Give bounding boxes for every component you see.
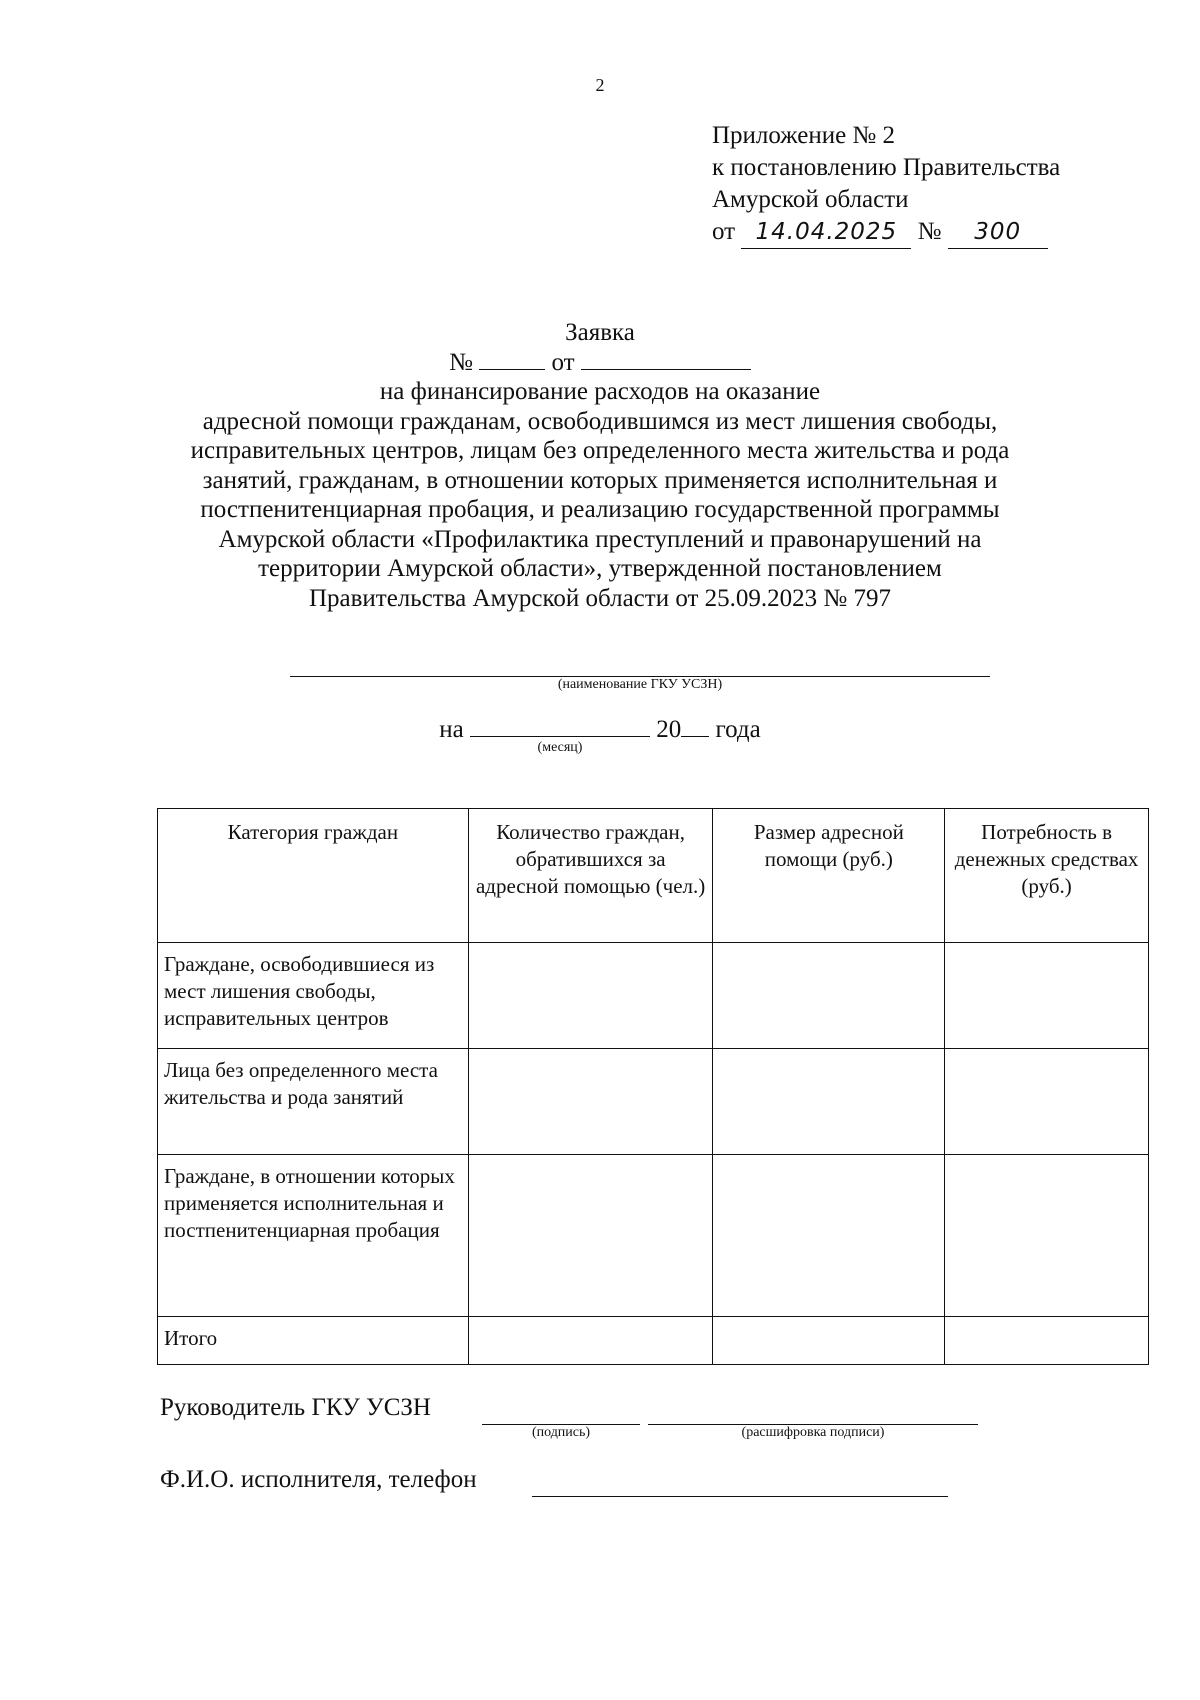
table-row	[158, 1049, 1149, 1155]
title-line-7: территории Амурской области», утвержденной постановлением	[258, 555, 942, 582]
title-line-2: адресной помощи гражданам, освободившимся из мест лишения свободы,	[202, 407, 998, 435]
header-category: Категория граждан	[158, 809, 469, 943]
executor-blank[interactable]	[532, 1496, 948, 1497]
request-number-line	[0, 348, 1200, 378]
cell-count[interactable]	[468, 943, 713, 1049]
title-line-6: Амурской области «Профилактика преступлений и правонарушений на	[218, 525, 982, 553]
year-suffix: года	[715, 716, 761, 743]
cell-need[interactable]	[945, 1049, 1149, 1155]
signature-caption: (подпись)	[531, 1425, 591, 1440]
row-category: Граждане, освободившиеся из мест лишения свободы, исправительных центров	[158, 943, 469, 1049]
cell-need[interactable]	[945, 943, 1149, 1049]
title-line-1: на финансирование расходов на оказание	[379, 378, 821, 405]
cell-aid-amount[interactable]	[713, 1049, 945, 1155]
title-line-3: исправительных центров, лицам без определенного места жительства и рода	[190, 437, 1010, 464]
appendix-line-3: Амурской области	[712, 186, 909, 213]
request-title-block	[0, 318, 1200, 613]
handwritten-date: 14.04.2025	[741, 216, 911, 249]
table-header-row	[158, 809, 1149, 943]
cell-count[interactable]	[468, 1155, 713, 1317]
table-row	[158, 1155, 1149, 1317]
request-table	[157, 808, 1149, 1365]
period-on-label: на	[439, 716, 464, 743]
table-row	[158, 943, 1149, 1049]
signature-decode-caption: (расшифровка подписи)	[741, 1425, 885, 1440]
table-total-row	[158, 1317, 1149, 1365]
appendix-line-2: к постановлению Правительства	[712, 154, 1061, 181]
cell-need[interactable]	[945, 1155, 1149, 1317]
row-category-total: Итого	[158, 1317, 469, 1365]
year-prefix: 20	[656, 716, 682, 743]
title-line-8: Правительства Амурской области от 25.09.2023 № 797	[308, 584, 892, 612]
row-category: Граждане, в отношении которых применяется исполнительная и постпенитенциарная пробация	[158, 1155, 469, 1317]
year-blank[interactable]	[681, 716, 709, 737]
cell-aid-amount[interactable]	[713, 943, 945, 1049]
month-blank[interactable]	[470, 712, 650, 755]
organization-caption: (наименование ГКУ УСЗН)	[557, 677, 723, 692]
appendix-block	[712, 120, 1060, 249]
head-label: Руководитель ГКУ УСЗН	[160, 1394, 431, 1421]
row-category: Лица без определенного места жительства и рода занятий	[158, 1049, 469, 1155]
request-from-label: от	[551, 348, 575, 376]
executor-line	[160, 1466, 477, 1494]
title-line-5: постпенитенциарная пробация, и реализацию государственной программы	[200, 496, 1000, 523]
appendix-line-1: Приложение № 2	[712, 122, 896, 149]
cell-aid-amount[interactable]	[713, 1317, 945, 1365]
head-signature-line	[160, 1394, 431, 1422]
appendix-date-line	[712, 216, 1060, 249]
request-heading: Заявка	[565, 319, 635, 346]
executor-label: Ф.И.О. исполнителя, телефон	[160, 1466, 477, 1493]
cell-aid-amount[interactable]	[713, 1155, 945, 1317]
header-count: Количество граждан, обратившихся за адресной помощью (чел.)	[468, 809, 713, 943]
header-aid-amount: Размер адресной помощи (руб.)	[713, 809, 945, 943]
number-prefix: №	[917, 218, 942, 245]
date-prefix: от	[712, 218, 736, 245]
request-number-label: №	[449, 348, 473, 376]
title-line-4: занятий, гражданам, в отношении которых применяется исполнительная и	[202, 466, 998, 494]
signature-decode-blank[interactable]	[648, 1424, 978, 1441]
cell-need[interactable]	[945, 1317, 1149, 1365]
signature-blank[interactable]	[482, 1424, 640, 1441]
cell-count[interactable]	[468, 1049, 713, 1155]
request-date-blank[interactable]	[581, 349, 751, 370]
request-number-blank[interactable]	[479, 349, 545, 370]
handwritten-number: 300	[948, 216, 1048, 249]
page-number: 2	[595, 75, 605, 95]
header-need: Потребность в денежных средствах (руб.)	[945, 809, 1149, 943]
cell-count[interactable]	[468, 1317, 713, 1365]
month-caption: (месяц)	[537, 740, 583, 755]
organization-name-blank[interactable]	[290, 676, 990, 693]
period-line	[0, 712, 1200, 755]
